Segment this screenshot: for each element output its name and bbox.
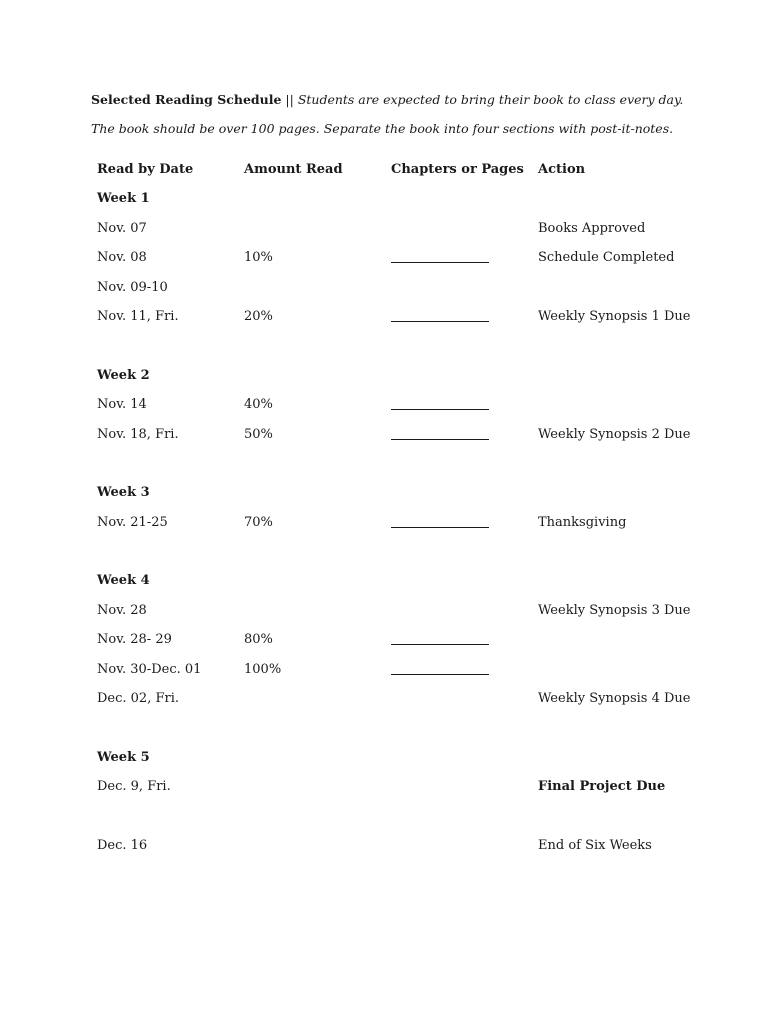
- row-date: Dec. 9, Fri.: [97, 779, 171, 795]
- row-date: Dec. 16: [97, 837, 148, 853]
- row-date: Nov. 14: [97, 397, 147, 413]
- row-action: Schedule Completed: [538, 250, 675, 266]
- table-row: [97, 279, 737, 308]
- row-action-final-project: Final Project Due: [538, 779, 666, 795]
- row-spacer: [97, 543, 737, 572]
- intro-line-1: [91, 92, 683, 107]
- table-row: [97, 837, 737, 866]
- table-row: [97, 308, 737, 337]
- row-amount: 40%: [244, 397, 273, 413]
- week-heading: [97, 749, 737, 778]
- row-date: Nov. 18, Fri.: [97, 426, 179, 442]
- row-date: Dec. 02, Fri.: [97, 691, 179, 707]
- chapters-blank-line[interactable]: [391, 514, 489, 534]
- row-spacer: [97, 337, 737, 366]
- row-date: Nov. 28- 29: [97, 632, 172, 648]
- row-action: Books Approved: [538, 220, 646, 236]
- week-label: Week 2: [97, 367, 150, 383]
- row-spacer: [97, 719, 737, 748]
- row-date: Nov. 07: [97, 220, 147, 236]
- week-heading: [97, 367, 737, 396]
- row-spacer: [97, 455, 737, 484]
- table-row: [97, 690, 737, 719]
- table-row: [97, 426, 737, 455]
- row-spacer: [97, 808, 737, 837]
- table-row: [97, 249, 737, 278]
- chapters-blank-line[interactable]: [391, 631, 489, 651]
- header-read-by-date: Read by Date: [97, 162, 194, 177]
- row-amount: 70%: [244, 514, 273, 530]
- intro-line-2: The book should be over 100 pages. Separate the book into four sections with post-it-notes.: [91, 121, 674, 136]
- week-label: Week 3: [97, 485, 150, 501]
- week-label: Week 4: [97, 573, 150, 589]
- row-action: Weekly Synopsis 4 Due: [538, 691, 691, 707]
- week-heading: [97, 572, 737, 601]
- chapters-blank-line[interactable]: [391, 426, 489, 446]
- table-row: [97, 514, 737, 543]
- row-date: Nov. 21-25: [97, 514, 168, 530]
- row-amount: 20%: [244, 308, 273, 324]
- table-row: [97, 396, 737, 425]
- schedule-table: [97, 161, 737, 866]
- table-row: [97, 220, 737, 249]
- table-header-row: [97, 161, 737, 190]
- week-heading: [97, 484, 737, 513]
- week-label: Week 5: [97, 749, 150, 765]
- chapters-blank-line[interactable]: [391, 396, 489, 416]
- row-date: Nov. 28: [97, 602, 147, 618]
- header-chapters-or-pages: Chapters or Pages: [391, 162, 524, 177]
- row-date: Nov. 30-Dec. 01: [97, 661, 202, 677]
- week-heading: [97, 190, 737, 219]
- row-date: Nov. 09-10: [97, 279, 168, 295]
- intro-instruction: Students are expected to bring their book to class every day.: [297, 92, 684, 107]
- schedule-title: Selected Reading Schedule: [91, 92, 282, 107]
- row-amount: 80%: [244, 632, 273, 648]
- row-amount: 10%: [244, 250, 273, 266]
- chapters-blank-line[interactable]: [391, 308, 489, 328]
- row-action: End of Six Weeks: [538, 837, 652, 853]
- row-action: Weekly Synopsis 2 Due: [538, 426, 691, 442]
- row-action: Thanksgiving: [538, 514, 627, 530]
- chapters-blank-line[interactable]: [391, 249, 489, 269]
- row-date: Nov. 11, Fri.: [97, 308, 179, 324]
- table-row: [97, 661, 737, 690]
- row-action: Weekly Synopsis 1 Due: [538, 308, 691, 324]
- table-row: [97, 631, 737, 660]
- title-separator: ||: [281, 92, 298, 107]
- table-row: [97, 778, 737, 807]
- week-label: Week 1: [97, 191, 150, 207]
- header-action: Action: [538, 162, 586, 177]
- table-row: [97, 602, 737, 631]
- row-amount: 50%: [244, 426, 273, 442]
- row-date: Nov. 08: [97, 250, 147, 266]
- chapters-blank-line[interactable]: [391, 661, 489, 681]
- row-amount: 100%: [244, 661, 282, 677]
- row-action: Weekly Synopsis 3 Due: [538, 602, 691, 618]
- header-amount-read: Amount Read: [244, 162, 343, 177]
